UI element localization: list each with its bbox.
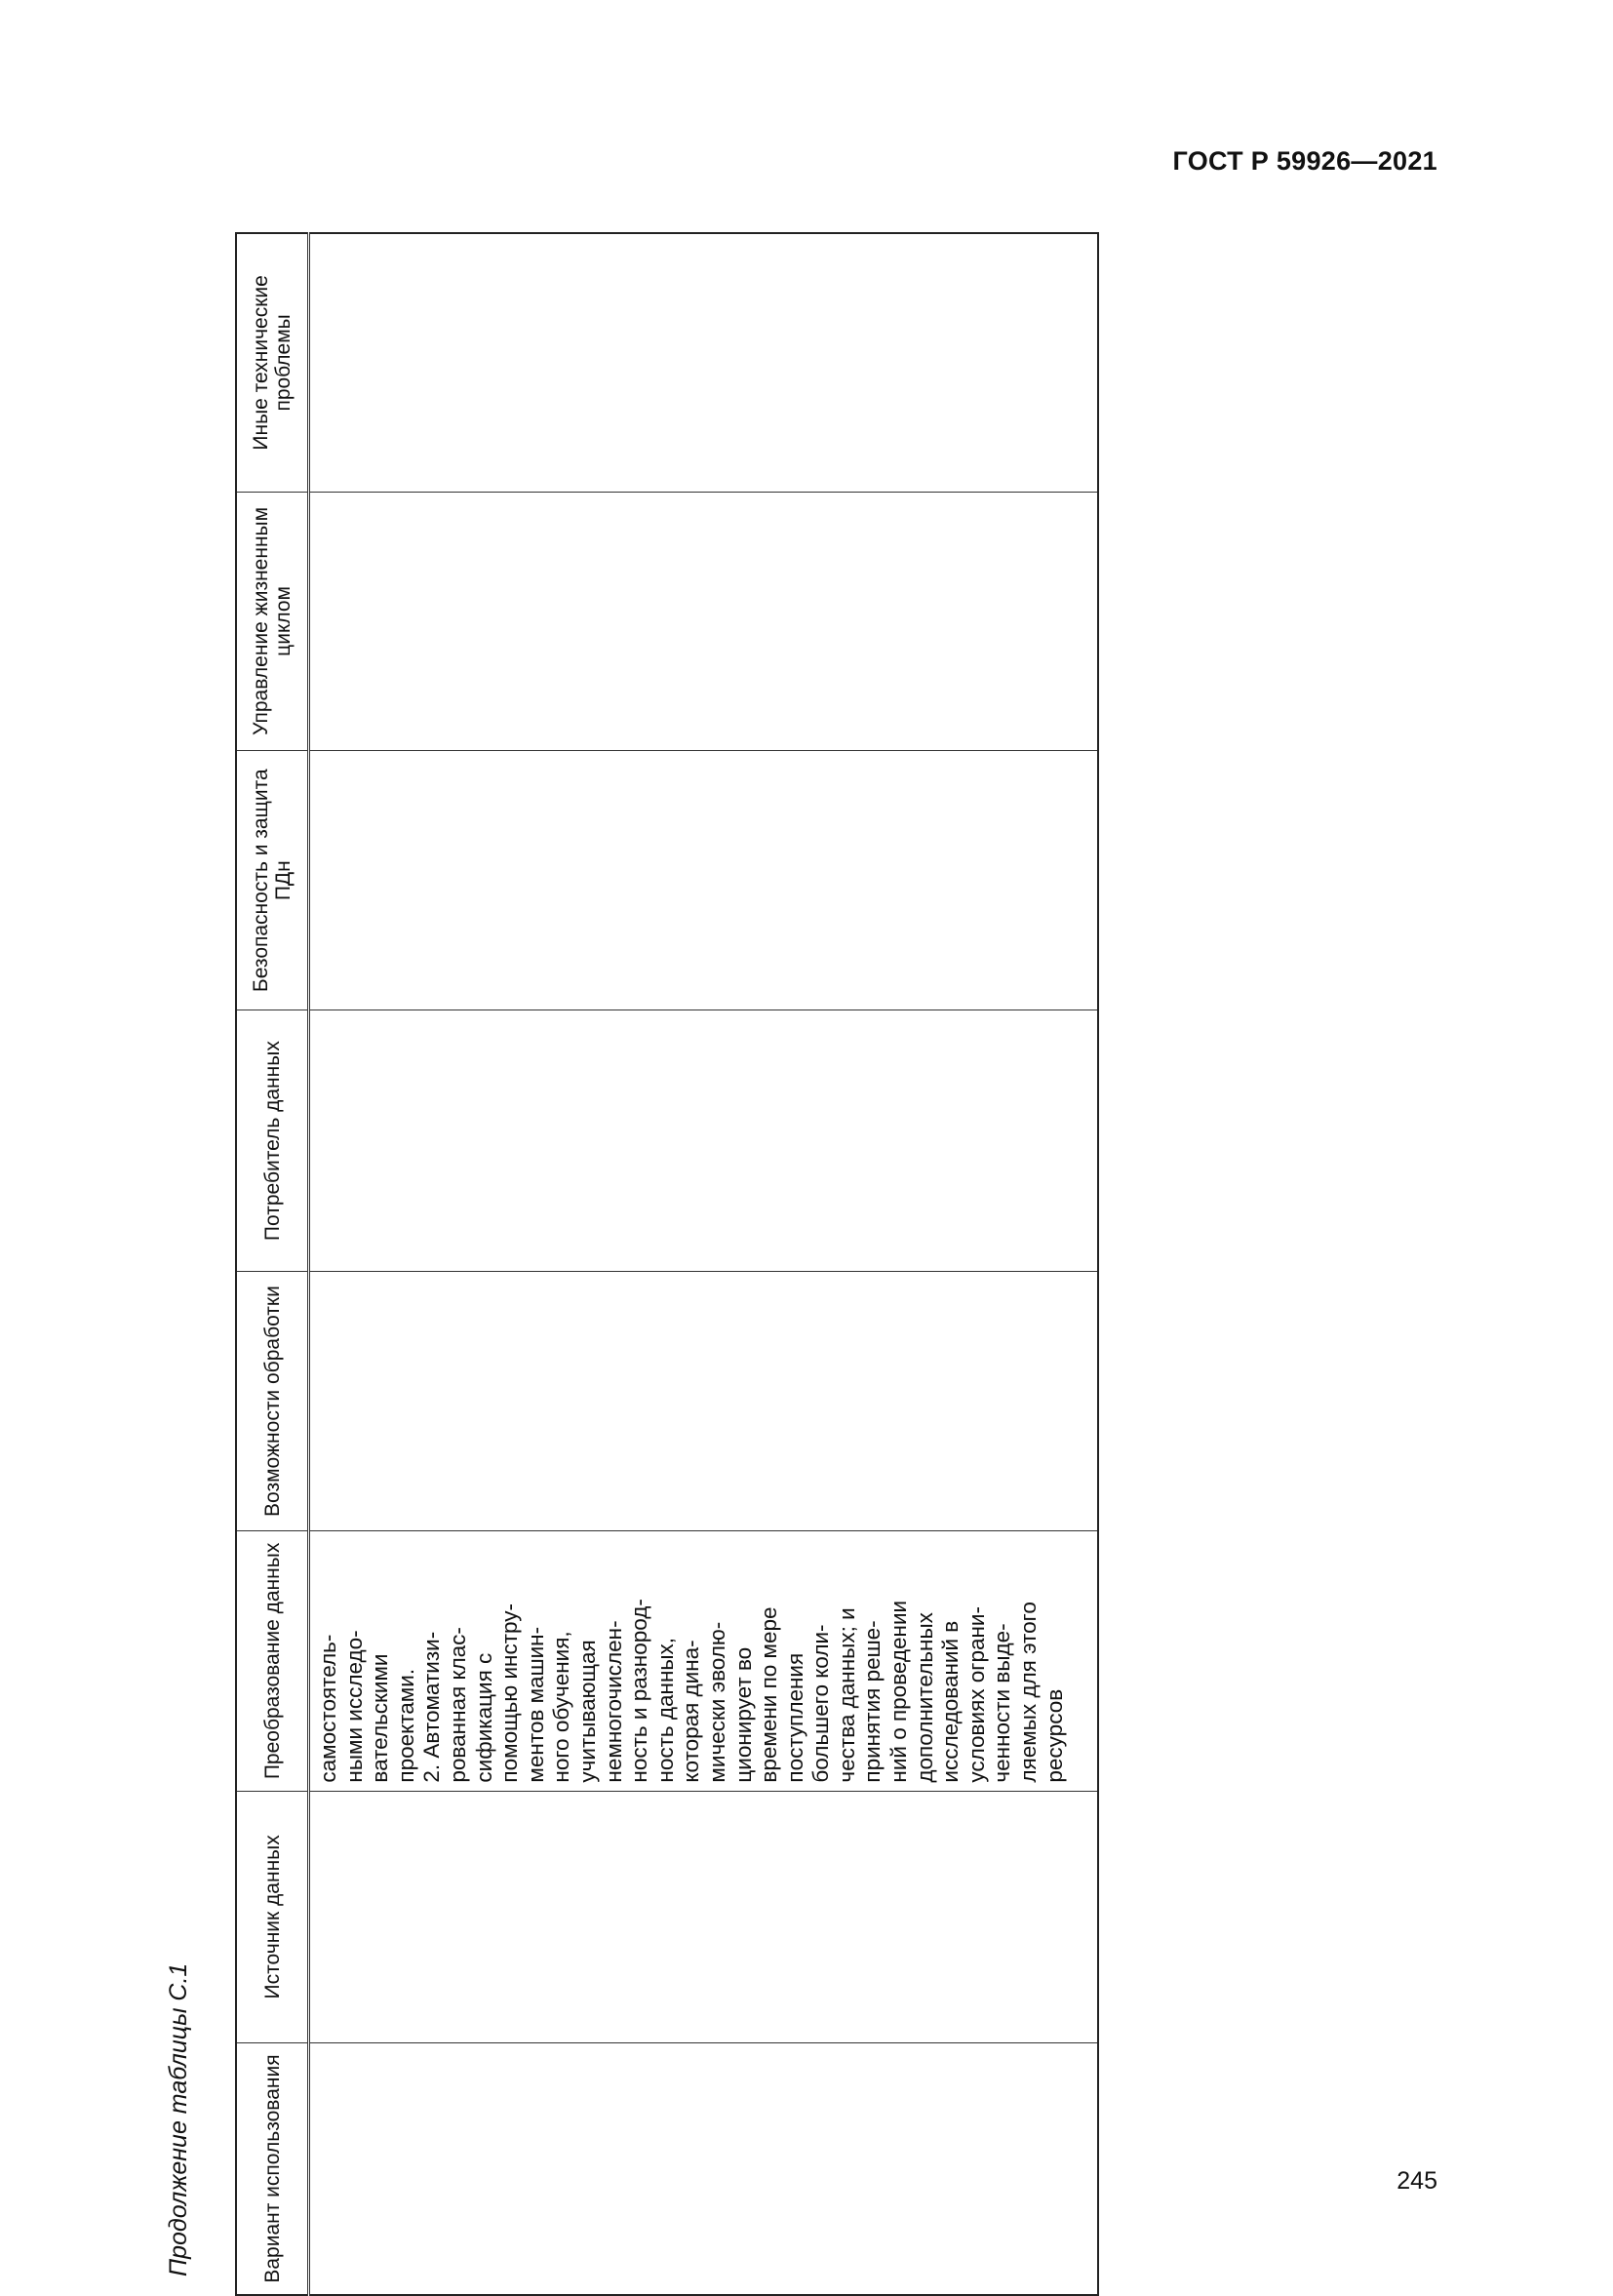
text-line: самостоятель-	[316, 1634, 340, 1783]
text-line: ными исследо-	[341, 1630, 367, 1783]
column-header-data-source: Источник данных	[236, 1791, 309, 2042]
cell-data-source	[309, 1791, 1099, 2042]
text-line: условиях ограни-	[964, 1606, 989, 1783]
text-line: помощью инстру-	[497, 1603, 523, 1783]
text-line: ний о проведении	[886, 1600, 912, 1783]
cell-security	[309, 751, 1099, 1010]
text-line: ресурсов	[1042, 1688, 1067, 1783]
page-number: 245	[1397, 2167, 1437, 2195]
text-line: ченности выде-	[990, 1623, 1015, 1783]
column-header-use-case: Вариант использования	[236, 2043, 309, 2295]
text-line: которая дина-	[679, 1640, 704, 1783]
column-header-security: Безопасность и защита ПДн	[236, 751, 309, 1010]
text-line: ного обучения,	[549, 1631, 574, 1783]
text-line: 2. Автоматизи-	[419, 1631, 445, 1783]
column-header-processing-capabilities: Возможности обработки	[236, 1271, 309, 1530]
table-row	[309, 233, 1099, 2295]
text-line: принятия реше-	[860, 1620, 885, 1783]
text-line: сификация с	[471, 1652, 496, 1783]
text-line: вательскими	[368, 1653, 393, 1783]
text-line: учитывающая	[574, 1640, 600, 1783]
data-transformation-text	[310, 1531, 1068, 1790]
text-line: немногочислен-	[601, 1620, 626, 1783]
text-line: ляемых для этого	[1016, 1602, 1042, 1783]
text-line: ционирует во	[730, 1646, 756, 1783]
column-header-data-consumer: Потребитель данных	[236, 1010, 309, 1271]
text-line: рованная клас-	[445, 1627, 470, 1783]
cell-lifecycle	[309, 492, 1099, 750]
text-line: мически эволю-	[704, 1621, 729, 1783]
text-line: ность и разнород-	[627, 1599, 652, 1783]
column-header-other-issues: Иные технические проблемы	[236, 233, 309, 492]
text-line: ментов машин-	[523, 1626, 548, 1783]
text-line: чества данных; и	[834, 1607, 859, 1783]
text-line: исследований в	[938, 1620, 964, 1783]
text-line: дополнительных	[912, 1612, 937, 1783]
text-line: времени по мере	[757, 1606, 782, 1783]
table-wrapper	[235, 232, 1099, 2296]
cell-processing-capabilities	[309, 1271, 1099, 1530]
cell-use-case	[309, 2043, 1099, 2295]
standard-code: ГОСТ Р 59926—2021	[1172, 146, 1437, 176]
column-header-data-transformation: Преобразование данных	[236, 1531, 309, 1791]
text-line: ность данных,	[652, 1637, 678, 1783]
text-line: поступления	[782, 1652, 807, 1783]
table-caption: Продолжение таблицы С.1	[165, 1962, 192, 2276]
text-line: большего коли-	[808, 1624, 834, 1783]
text-line: проектами.	[393, 1668, 418, 1783]
rotated-table-container	[159, 232, 1099, 2296]
data-table	[235, 232, 1099, 2296]
cell-data-consumer	[309, 1010, 1099, 1271]
cell-other-issues	[309, 233, 1099, 492]
table-header-row	[236, 233, 309, 2295]
cell-data-transformation	[309, 1531, 1099, 1791]
column-header-lifecycle: Управление жизненным циклом	[236, 492, 309, 750]
